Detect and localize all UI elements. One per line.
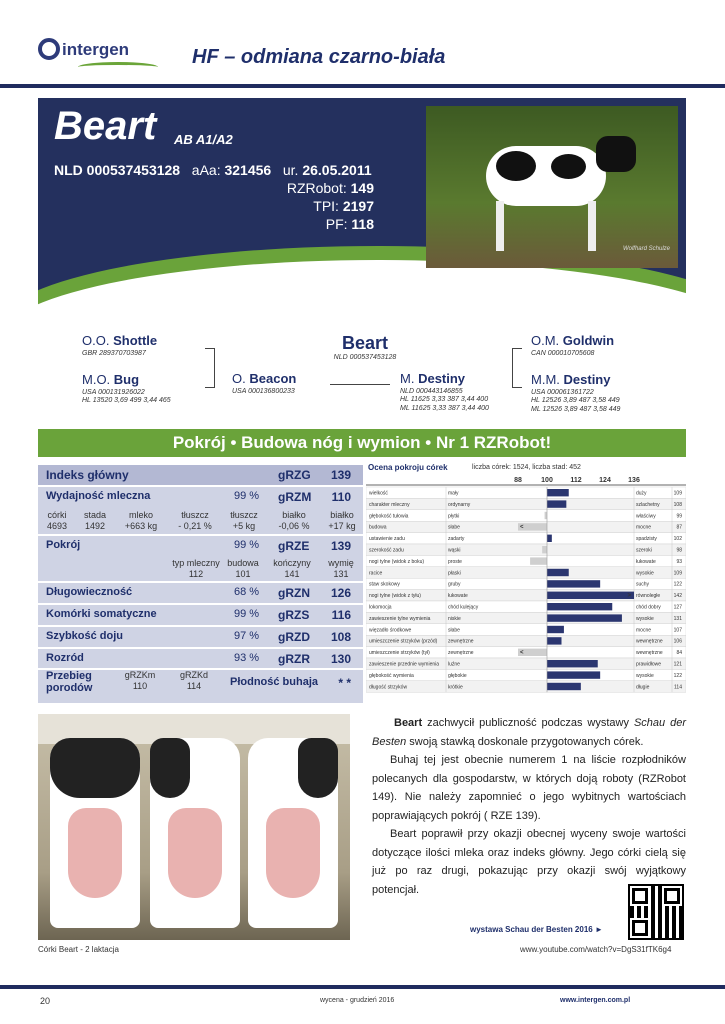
header-rule [0,84,725,88]
chart-high-label: suchy [636,581,650,588]
cow-patch [298,738,338,798]
pedigree-mo [82,372,171,405]
text-span: swoją stawką doskonale przygotowanych córek. [406,735,644,748]
chart-high-label: wysokie [636,672,654,679]
sub-value: 110 [132,681,148,691]
chart-bar [547,500,566,507]
footer-website[interactable]: www.intergen.com.pl [560,997,631,1004]
calving-label [46,670,92,694]
chart-low-label: płytki [448,513,460,520]
chart-low-label: łukowate [448,593,468,600]
chart-trait-label: lokomocja [369,604,392,611]
chart-tick-label: 124 [599,477,611,484]
fertility-label: Płodność buhaja [230,676,319,688]
chart-trait-label: nogi tylne (widok z boku) [369,558,425,565]
chart-high-label: prawidłowe [636,661,662,668]
mm-label: M.M. [531,372,560,387]
chart-trait-label: umieszczenie strzyków (tył) [369,650,430,657]
cow-rear [50,738,140,928]
mm-name: Destiny [563,372,611,387]
tpi-value: 2197 [342,198,374,214]
chart-overflow-mark: > [627,593,631,600]
bull-name: Beart [54,104,157,148]
longevity-pct: 68 % [234,586,260,598]
pedigree-mm [531,372,620,414]
video-url[interactable]: www.youtube.com/watch?v=DgS31fTK6g4 [520,945,672,954]
video-label[interactable]: wystawa Schau der Besten 2016 ► [470,925,603,934]
conformation-chart [366,463,686,721]
logo-swoosh-icon [78,62,158,72]
pedigree-bracket [512,348,522,388]
o-name: Beacon [249,371,297,386]
center-number: NLD 000537453128 [333,354,397,361]
o-number: USA 000136800233 [232,388,295,395]
chart-trait-label: umieszczenie strzyków (przód) [369,638,438,645]
milk-sub-fat-kg [224,510,264,532]
chart-high-label: wysokie [636,615,654,622]
sub-label: tłuszcz [181,510,209,520]
chart-high-label: łukowate [636,558,656,565]
milking-pct: 97 % [234,630,260,642]
sub-label: budowa [227,558,259,568]
chart-value-label: 109 [673,490,682,497]
page-number: 20 [40,996,51,1006]
type-code: gRZE [278,539,310,553]
chart-value-label: 114 [674,684,682,691]
bull-tags: AB A1/A2 [174,132,233,147]
chart-value-label: 107 [673,627,682,634]
bull-name-inline: Beart [394,717,423,729]
chart-bar [547,626,564,633]
qr-code-icon[interactable] [628,884,684,940]
cow-legs [496,201,596,251]
chart-value-label: 84 [676,650,682,657]
chart-value-label: 98 [676,547,682,554]
type-sub-udder [322,558,360,580]
chart-trait-label: zawieszenie tylne wymienia [369,615,431,622]
chart-low-label: proste [448,558,462,565]
milking-code: gRZD [278,630,310,644]
chart-bar [530,557,547,564]
sub-label: białko [330,510,354,520]
mo-hl: HL 13520 3,69 499 3,44 465 [82,397,171,404]
sub-value: 1492 [84,521,106,531]
scc-label: Komórki somatyczne [46,608,157,620]
born-label: ur. [282,162,299,178]
fertility-value: * * [338,676,351,690]
qr-finder [632,888,648,904]
pedigree-m [400,371,489,413]
cow-patch [150,738,190,798]
chart-high-label: szlachetny [636,501,660,508]
chart-high-label: wysokie [636,570,654,577]
qr-finder [664,888,680,904]
chart-trait-label: ustawienie zadu [369,536,405,543]
chart-value-label: 131 [673,615,682,622]
milk-code: gRZM [278,490,312,504]
chart-low-label: mały [448,490,459,497]
chart-low-label: wąski [448,547,461,554]
chart-overflow-mark: < [520,650,524,657]
chart-low-label: płaski [448,570,461,577]
m-name: Destiny [418,371,466,386]
m-hl: HL 11625 3,33 387 3,44 400 [400,396,489,403]
mm-ml: ML 12526 3,89 487 3,58 449 [531,406,621,413]
chart-high-label: mocne [636,524,652,531]
chart-high-label: duży [636,490,647,497]
milk-sub-protein-pct [272,510,316,532]
mo-name: Bug [113,372,140,387]
article-text [372,714,686,899]
chart-bar [547,592,634,599]
chart-value-label: 93 [676,558,682,565]
sub-value: -0,06 % [278,521,310,531]
sub-label: wymię [328,558,354,568]
longevity-code: gRZN [278,586,310,600]
chart-value-label: 122 [673,672,682,679]
repro-pct: 93 % [234,652,260,664]
chart-trait-label: staw skokowy [369,581,400,588]
chart-low-label: luźne [448,661,460,668]
chart-low-label: zewnętrzne [448,638,474,645]
cow-udder [68,808,122,898]
pf-label: PF: [325,216,348,232]
chart-tick-label: 88 [514,477,522,484]
sub-value: +17 kg [328,521,356,531]
calving-label-2: porodów [46,682,93,694]
chart-value-label: 99 [676,513,682,520]
type-sub-legs [270,558,314,580]
m-number: NLD 000443146855 [400,388,463,395]
cow-rear [248,738,338,928]
intergen-logo [38,30,158,78]
chart-trait-label: głębokość tułowia [369,513,409,520]
chart-high-label: wewnętrzne [636,638,663,645]
chart-bar [547,603,612,610]
chart-title: Ocena pokroju córek [368,463,448,472]
pf-value: 118 [351,216,374,232]
milk-sub-herds [80,510,110,532]
chart-trait-label: wielkość [369,490,388,497]
calving-maternal [120,670,160,692]
chart-overflow-mark: < [520,524,524,531]
chart-high-label: równoległe [636,593,661,600]
chart-value-label: 142 [673,593,682,600]
chart-high-label: wewnętrzne [636,650,663,657]
chart-trait-label: długość strzyków [369,684,408,691]
repro-value: 130 [330,652,351,666]
chart-low-label: zewnętrzne [448,650,474,657]
m-label: M. [400,371,415,386]
chart-trait-label: nogi tylne (widok z tyłu) [369,593,421,600]
chart-tick-label: 112 [570,477,582,484]
chart-high-label: właściwy [636,513,656,520]
photo-credit: Wolfhard Schulze [622,246,670,252]
chart-bar [547,535,552,542]
chart-low-label: ordynarny [448,501,471,508]
repro-code: gRZR [278,652,310,666]
om-label: O.M. [531,333,560,348]
chart-bar [547,637,562,644]
footer-date: wycena - grudzień 2016 [320,997,395,1004]
cow-patch [50,738,140,798]
sub-label: stada [83,510,107,520]
cow-udder [168,808,222,898]
sub-value: 112 [188,569,204,579]
chart-tick-label: 100 [541,477,553,484]
pf-stat [326,216,374,232]
bull-photo [426,106,678,268]
chart-low-label: niskie [448,615,461,622]
om-number: CAN 000010705608 [531,350,595,357]
milking-value: 108 [330,630,351,644]
mm-hl: HL 12526 3,89 487 3,58 449 [531,397,620,404]
chart-low-label: krótkie [448,684,463,691]
chart-value-label: 122 [673,581,682,588]
sub-label: tłuszcz [230,510,258,520]
chart-low-label: chód kulejący [448,604,479,611]
bull-nld: NLD 000537453128 [54,162,181,178]
chart-bar [545,512,547,519]
scc-value: 116 [331,608,351,622]
mo-number: USA 000131926022 [82,389,145,396]
tpi-stat [313,198,374,214]
longevity-value: 126 [330,586,351,600]
sub-label: białko [282,510,306,520]
index-row-main [38,465,363,485]
chart-low-label: głębokie [448,672,467,679]
chart-bar [542,546,547,553]
row-divider [38,625,363,627]
daughters-photo [38,714,350,940]
chart-low-label: słabe [448,524,460,531]
logo-ring-icon [38,38,60,60]
type-pct: 99 % [234,539,260,551]
sub-label: kończyny [273,558,311,568]
chart-bar [547,660,598,667]
bull-id-line [54,162,372,178]
index-table [38,465,363,703]
pedigree-o [232,371,296,395]
pedigree-center [300,333,430,361]
chart-trait-label: szerokość zadu [369,547,404,554]
chart-bar [547,580,600,587]
main-label: Indeks główny [46,468,129,482]
logo-text: intergen [62,40,130,59]
chart-bar [547,614,622,621]
chart-high-label: długie [636,684,650,691]
om-name: Goldwin [562,333,615,348]
chart-note: liczba córek: 1524, liczba stad: 452 [472,464,581,471]
chart-value-label: 87 [676,524,682,531]
repro-label: Rozród [46,652,84,664]
rzrobot-value: 149 [350,180,374,196]
scc-code: gRZS [278,608,310,622]
paragraph: Beart poprawił przy okazji obecnej wyceny swoje wartości dotyczące ilości mleka oraz indeks główny. Jego córki cielą się już po raz drugi, pokazując przy okazji swój wyjątkowy potencjał. [372,828,686,896]
main-value: 139 [330,468,351,482]
center-name: Beart [341,333,389,353]
paragraph: Buhaj tej jest obecnie numerem 1 na liście rozpłodników polecanych dla gospodarstw, w których doją roboty (RZRobot 149). Nie należy zapomnieć o jego wybitnych wartościach poprawiających pokrój ( RZE 139). [372,754,686,822]
cow-udder [266,808,320,898]
chart-high-label: szeroki [636,547,652,554]
sub-label: córki [47,510,67,520]
oo-label: O.O. [82,333,110,348]
row-divider [38,485,363,487]
m-ml: ML 11625 3,33 387 3,44 400 [400,405,489,412]
section-banner: Pokrój • Budowa nóg i wymion • Nr 1 RZRobot! [38,429,686,457]
show-name: Schau der Besten [372,717,686,748]
cow-spot [551,154,586,179]
chart-trait-label: głębokość wymienia [369,672,414,679]
breed-title: HF – odmiana czarno-biała [192,46,446,68]
chart-trait-label: więzadło środkowe [369,627,412,634]
pedigree-connector [330,384,390,385]
chart-low-label: zadarty [448,536,465,543]
milk-sub-protein-kg [322,510,362,532]
milking-label: Szybkość doju [46,630,124,642]
sub-value: - 0,21 % [178,521,212,531]
type-label: Pokrój [46,539,81,551]
sub-label: gRZKd [179,670,208,680]
cow-rear [150,738,240,928]
longevity-label: Długowieczność [46,586,133,598]
row-divider [38,581,363,583]
qr-finder [632,920,648,936]
aaa-value: 321456 [224,162,272,178]
row-divider [38,603,363,605]
chart-low-label: słabe [448,627,460,634]
footer-rule [0,985,725,989]
sub-value: 131 [333,569,349,579]
milk-sub-fat-pct [172,510,218,532]
sub-value: 141 [284,569,300,579]
sub-label: typ mleczny [172,558,220,568]
chart-trait-label: racice [369,570,383,577]
chart-bar [547,569,569,576]
row-divider [38,647,363,649]
sub-value: 4693 [46,521,68,531]
pedigree-om [531,333,614,357]
chart-bar [547,671,600,678]
chart-value-label: 106 [673,638,682,645]
paragraph [372,714,686,751]
chart-value-label: 102 [673,536,682,543]
chart-bar [547,489,569,496]
chart-value-label: 108 [673,501,682,508]
oo-number: GBR 289370703987 [82,350,146,357]
milk-label: Wydajność mleczna [46,490,151,502]
mo-label: M.O. [82,372,111,387]
milk-sub-milk [118,510,164,532]
chart-trait-label: charakter mleczny [369,501,410,508]
sub-value: 101 [235,569,251,579]
sub-label: gRZKm [124,670,156,680]
milk-value: 110 [331,490,351,504]
calving-direct [174,670,214,692]
sub-value: +5 kg [232,521,256,531]
sub-value: 114 [186,681,202,691]
scc-pct: 99 % [234,608,260,620]
oo-name: Shottle [113,333,158,348]
chart-high-label: spadzisty [636,536,657,543]
text-span: zachwycił publiczność podczas wystawy [422,717,634,729]
chart-bar [547,683,581,690]
type-sub-body [226,558,260,580]
milk-pct: 99 % [234,490,260,502]
pedigree-bracket [205,348,215,388]
rzrobot-stat [287,180,374,196]
born-value: 26.05.2011 [302,162,372,178]
aaa-label: aAa: [191,162,221,178]
chart-value-label: 109 [673,570,682,577]
chart-high-label: mocne [636,627,652,634]
o-label: O. [232,371,246,386]
milk-sub-daughters [42,510,72,532]
sub-value: +663 kg [124,521,158,531]
calving-label-1: Przebieg [46,670,92,682]
mm-number: USA 000061361722 [531,389,594,396]
cow-head [596,136,636,172]
chart-tick-label: 136 [628,477,640,484]
chart-high-label: chód dobry [636,604,661,611]
chart-trait-label: zawieszenie przednie wymienia [369,661,440,668]
type-sub-dairy [166,558,226,580]
chart-value-label: 121 [673,661,682,668]
photo-caption: Córki Beart - 2 laktacja [38,945,119,954]
row-divider [38,534,363,536]
bull-panel [38,98,686,312]
pedigree-oo [82,333,157,357]
chart-trait-label: budowa [369,524,387,531]
chart-low-label: gruby [448,581,461,588]
chart-value-label: 127 [673,604,682,611]
type-value: 139 [330,539,351,553]
cow-spot [496,151,536,181]
tpi-label: TPI: [313,198,339,214]
rzrobot-label: RZRobot: [286,180,347,196]
main-code: gRZG [278,468,311,482]
sub-label: mleko [128,510,153,520]
